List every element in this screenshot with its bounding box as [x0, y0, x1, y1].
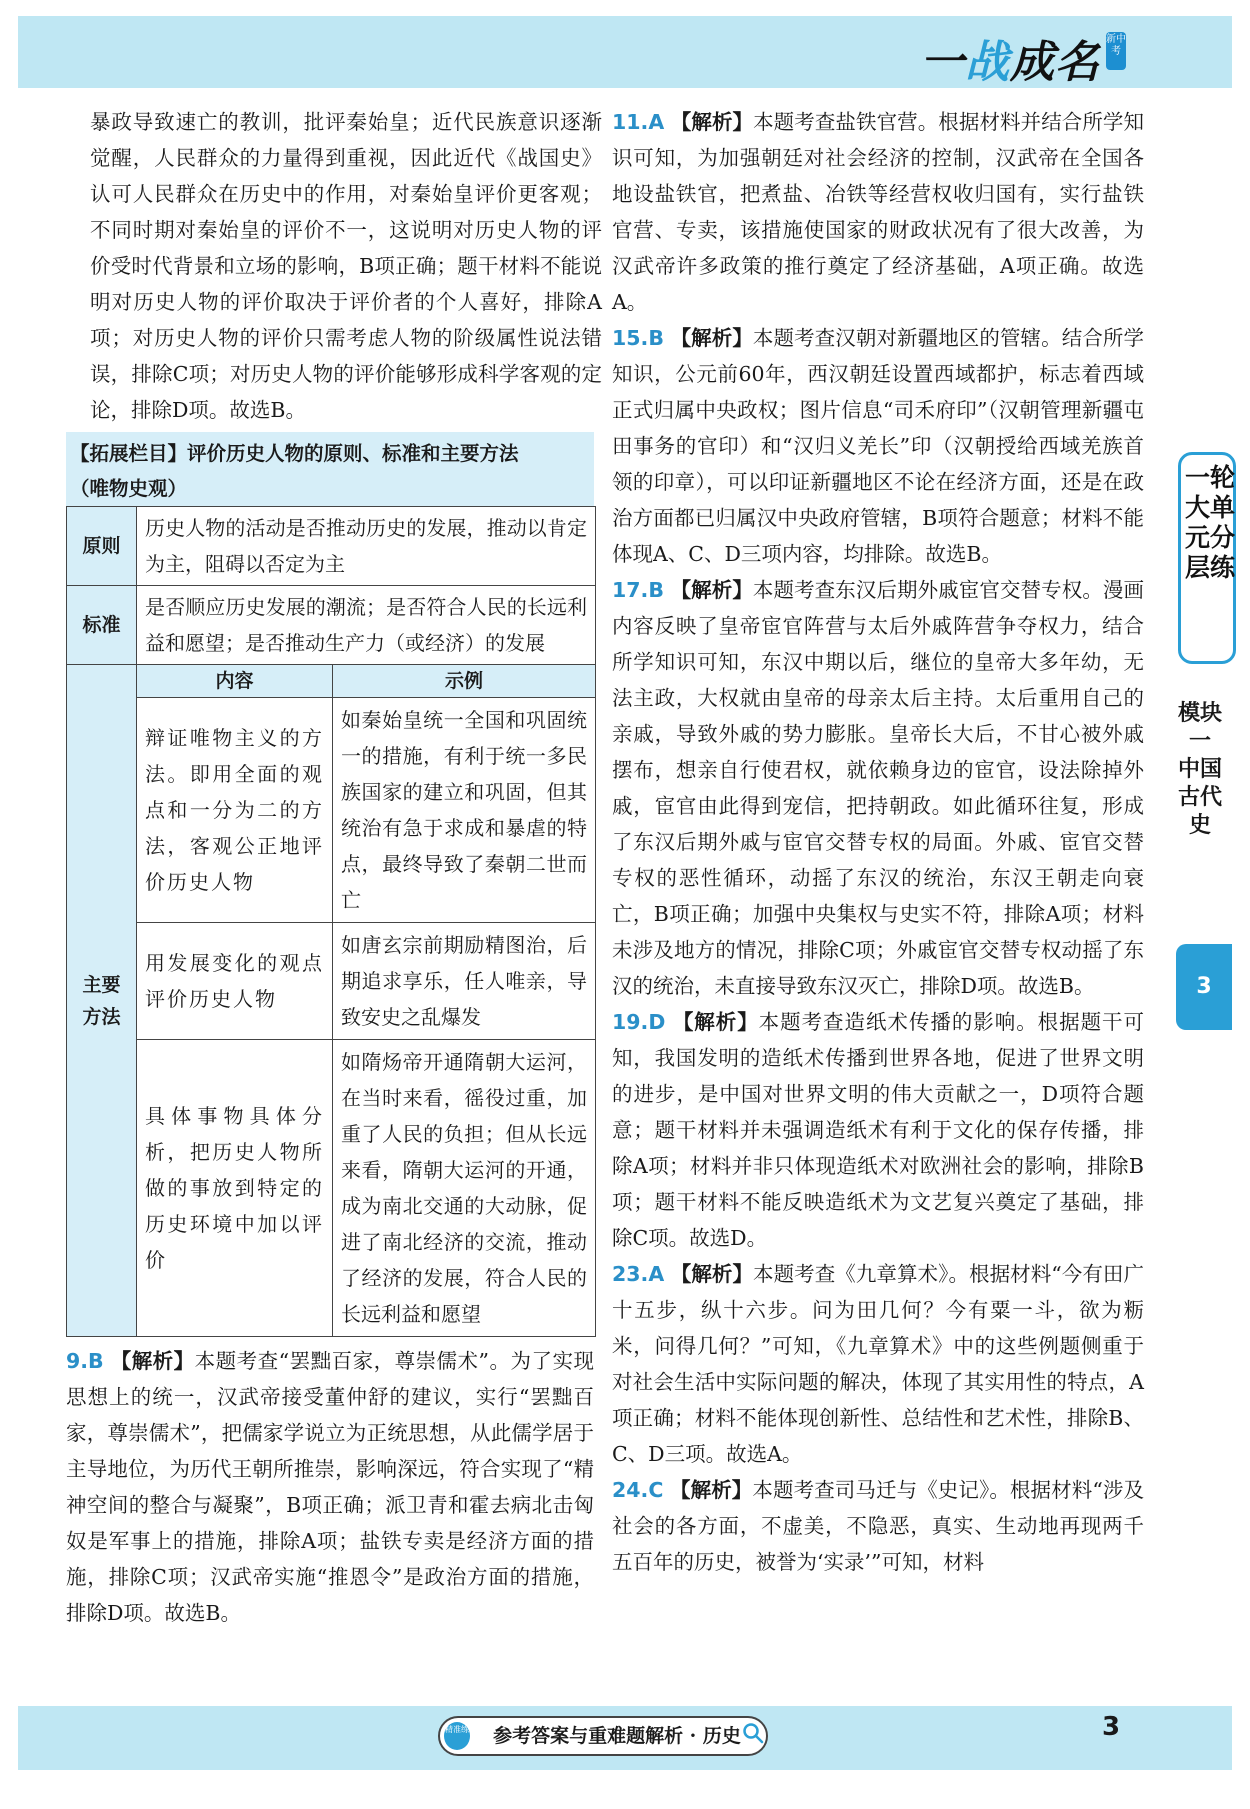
analysis-tag: 【解析】 — [670, 1478, 753, 1502]
left-column — [66, 104, 602, 1631]
answer-number: 19.D — [612, 1010, 666, 1034]
extension-title: 【拓展栏目】评价历史人物的原则、标准和主要方法 — [70, 442, 519, 465]
table-row-methods-header — [67, 665, 596, 698]
method-example: 如隋炀帝开通隋朝大运河，在当时来看，徭役过重，加重了人民的负担；但从长远来看，隋朝大运河的开通，成为南北交通的大动脉，促进了南北经济的交流，推动了经济的发展，符合人民的长远利益和愿望 — [333, 1040, 596, 1337]
answer-text: 本题考查东汉后期外戚宦官交替专权。漫画内容反映了皇帝宦官阵营与太后外戚阵营争夺权力，结合所学知识可知，东汉中期以后，继位的皇帝大多年幼，无法主政，大权就由皇帝的母亲太后主持。太后重用自己的亲戚，导致外戚的势力膨胀。皇帝长大后，不甘心被外戚摆布，想亲自行使君权，就依赖身边的宦官，设法除掉外戚，宦官由此得到宠信，把持朝政。如此循环往复，形成了东汉后期外戚与宦官交替专权的局面。外戚、宦官交替专权的恶性循环，动摇了东汉的统治，东汉王朝走向衰亡，B项正确；加强中央集权与史实不符，排除A项；材料未涉及地方的情况，排除C项；外戚宦官交替专权动摇了东汉的统治，未直接导致东汉灭亡，排除D项。故选B。 — [612, 578, 1144, 998]
answer-15 — [612, 320, 1144, 572]
method-content: 用发展变化的观点评价历史人物 — [137, 923, 333, 1040]
analysis-tag: 【解析】 — [670, 1262, 754, 1286]
answer-number: 17.B — [612, 578, 664, 602]
module-label: 模块一 中国古代史 — [1178, 701, 1223, 838]
table-row — [67, 1040, 596, 1337]
right-column — [612, 104, 1144, 1580]
analysis-tag: 【解析】 — [672, 1010, 759, 1034]
principle-label: 原则 — [67, 507, 137, 586]
column-header-example: 示例 — [333, 665, 596, 698]
answer-number: 9.B — [66, 1349, 104, 1373]
analysis-tag: 【解析】 — [670, 110, 754, 134]
method-content: 具体事物具体分析，把历史人物所做的事放到特定的历史环境中加以评价 — [137, 1040, 333, 1337]
table-row-standard — [67, 586, 596, 665]
answer-text: 本题考查“罢黜百家，尊崇儒术”。为了实现思想上的统一，汉武帝接受董仲舒的建议，实行“罢黜百家，尊崇儒术”，把儒家学说立为正统思想，从此儒学居于主导地位，为历代王朝所推崇，影响深远，符合实现了“精神空间的整合与凝聚”，B项正确；派卫青和霍去病北击匈奴是军事上的措施，排除A项；盐铁专卖是经济方面的措施，排除C项；汉武帝实施“推恩令”是政治方面的措施，排除D项。故选B。 — [66, 1349, 594, 1625]
side-tab-series — [1170, 452, 1250, 672]
answer-11 — [612, 104, 1144, 320]
side-page-tab: 3 — [1176, 944, 1232, 1030]
analysis-tag: 【解析】 — [670, 326, 753, 350]
standard-label: 标准 — [67, 586, 137, 665]
extension-title-box — [66, 432, 594, 506]
intro-paragraph: 暴政导致速亡的教训，批评秦始皇；近代民族意识逐渐觉醒，人民群众的力量得到重视，因此近代《战国史》认可人民群众在历史中的作用，对秦始皇评价更客观；不同时期对秦始皇的评价不一，这说明对历史人物的评价受时代背景和立场的影响，B项正确；题干材料不能说明对历史人物的评价取决于评价者的个人喜好，排除A项；对历史人物的评价只需考虑人物的阶级属性说法错误，排除C项；对历史人物的评价能够形成科学客观的定论，排除D项。故选B。 — [90, 110, 602, 422]
brand-tag: 新中考 — [1106, 32, 1126, 70]
brand-logo: 一战成名 — [920, 37, 1100, 88]
method-content: 辩证唯物主义的方法。即用全面的观点和一分为二的方法，客观公正地评价历史人物 — [137, 698, 333, 923]
page-number: 3 — [1102, 1712, 1121, 1742]
method-example: 如秦始皇统一全国和巩固统一的措施，有利于统一多民族国家的建立和巩固，但其统治有急于求成和暴虐的特点，最终导致了秦朝二世而亡 — [333, 698, 596, 923]
column-header-content: 内容 — [137, 665, 333, 698]
side-tab-box — [1178, 452, 1236, 664]
answer-number: 24.C — [612, 1478, 664, 1502]
standard-text: 是否顺应历史发展的潮流；是否符合人民的长远利益和愿望；是否推动生产力（或经济）的发展 — [137, 586, 596, 665]
answer-number: 23.A — [612, 1262, 665, 1286]
search-icon — [742, 1722, 764, 1744]
answer-number: 11.A — [612, 110, 665, 134]
table-row — [67, 698, 596, 923]
series-label: 一轮大单元分层练 — [1184, 463, 1235, 582]
analysis-tag: 【解析】 — [670, 578, 753, 602]
extension-subtitle: （唯物史观） — [70, 477, 188, 500]
answer-text: 本题考查司马迁与《史记》。根据材料“涉及社会的各方面，不虚美，不隐恶，真实、生动地再现两千五百年的历史，被誉为‘实录’”可知，材料 — [612, 1478, 1145, 1574]
footer-logo: 精准练 — [444, 1722, 470, 1750]
footer-title: 参考答案与重难题解析 · 历史 — [438, 1716, 768, 1756]
table-row — [67, 923, 596, 1040]
answer-text: 本题考查盐铁官营。根据材料并结合所学知识可知，为加强朝廷对社会经济的控制，汉武帝在全国各地设盐铁官，把煮盐、冶铁等经营权收归国有，实行盐铁官营、专卖，该措施使国家的财政状况有了很大改善，为汉武帝许多政策的推行奠定了经济基础，A项正确。故选A。 — [612, 110, 1145, 314]
answer-9 — [66, 1343, 594, 1631]
analysis-tag: 【解析】 — [110, 1349, 195, 1373]
principle-text: 历史人物的活动是否推动历史的发展，推动以肯定为主，阻碍以否定为主 — [137, 507, 596, 586]
method-example: 如唐玄宗前期励精图治，后期追求享乐，任人唯亲，导致安史之乱爆发 — [333, 923, 596, 1040]
methods-label: 主要方法 — [67, 665, 137, 1337]
answer-17 — [612, 572, 1144, 1004]
answer-24 — [612, 1472, 1144, 1580]
answer-number: 15.B — [612, 326, 664, 350]
answer-text: 本题考查《九章算术》。根据材料“今有田广十五步，纵十六步。问为田几何？今有粟一斗，欲为粝米，问得几何？”可知，《九章算术》中的这些例题侧重于对社会生活中实际问题的解决，体现了其实用性的特点，A项正确；材料不能体现创新性、总结性和艺术性，排除B、C、D三项。故选A。 — [612, 1262, 1145, 1466]
answer-text: 本题考查造纸术传播的影响。根据题干可知，我国发明的造纸术传播到世界各地，促进了世界文明的进步，是中国对世界文明的伟大贡献之一，D项符合题意；题干材料并未强调造纸术有利于文化的保存传播，排除A项；材料并非只体现造纸术对欧洲社会的影响，排除B项；题干材料不能反映造纸术为文艺复兴奠定了基础，排除C项。故选D。 — [612, 1010, 1144, 1250]
evaluation-table — [66, 506, 596, 1337]
answer-19 — [612, 1004, 1144, 1256]
answer-23 — [612, 1256, 1144, 1472]
table-row-principle — [67, 507, 596, 586]
answer-text: 本题考查汉朝对新疆地区的管辖。结合所学知识，公元前60年，西汉朝廷设置西域都护，标志着西域正式归属中央政权；图片信息“司禾府印”（汉朝管理新疆屯田事务的官印）和“汉归义羌长”印（汉朝授给西域羌族首领的印章），可以印证新疆地区不论在经济方面，还是在政治方面都已归属汉中央政府管辖，B项符合题意；材料不能体现A、C、D三项内容，均排除。故选B。 — [612, 326, 1144, 566]
